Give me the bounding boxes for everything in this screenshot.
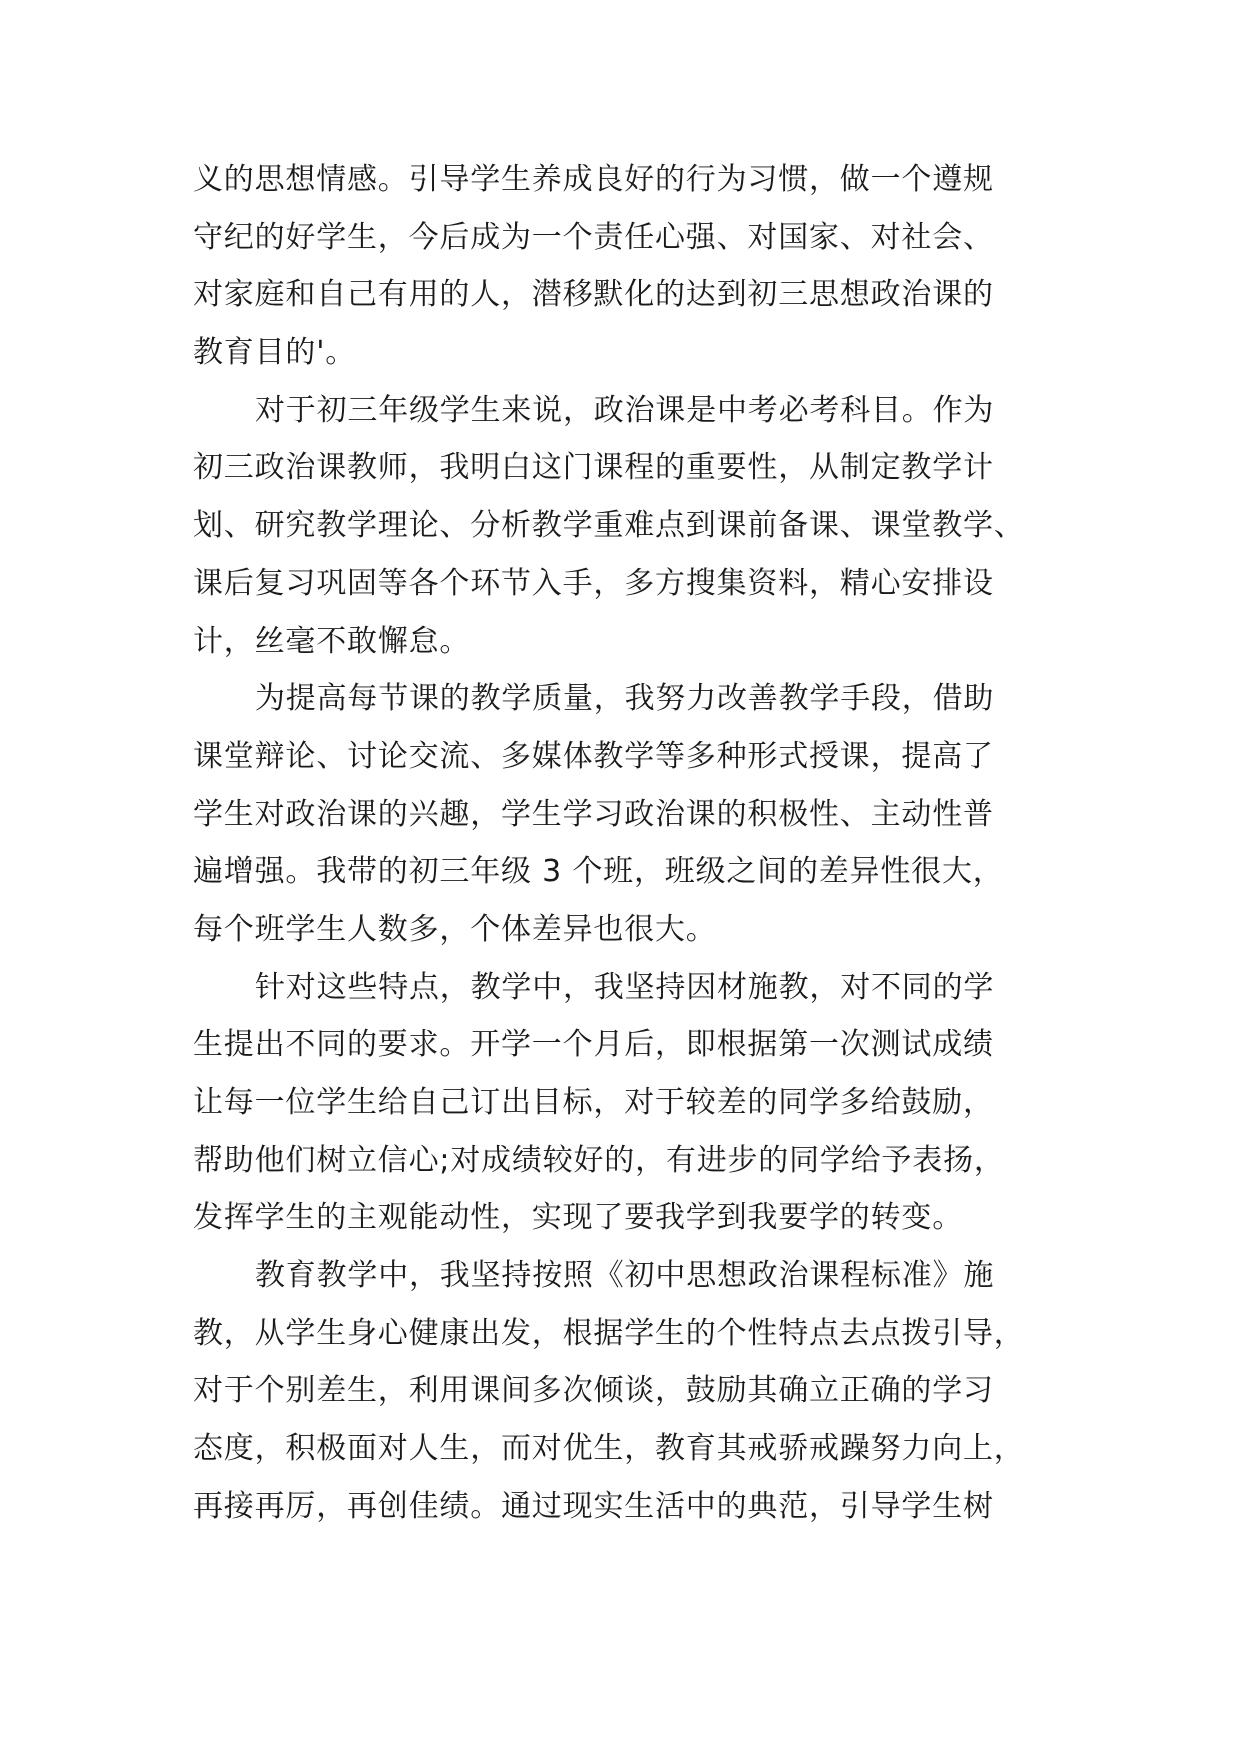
paragraph-first-line: 针对这些特点，教学中，我坚持因材施教，对不同的学 [255, 969, 995, 1005]
body-text [193, 151, 1073, 1536]
paragraph-first-line: 教育教学中，我坚持按照《初中思想政治课程标准》施 [255, 1258, 995, 1294]
text-line: 划、研究教学理论、分析教学重难点到课前备课、课堂教学、 [193, 508, 1025, 544]
text-line: 教育目的'。 [193, 335, 357, 371]
text-line: 教，从学生身心健康出发，根据学生的个性特点去点拨引导， [193, 1315, 1025, 1351]
text-line: 守纪的好学生，今后成为一个责任心强、对国家、对社会、 [193, 219, 994, 255]
text-line: 义的思想情感。引导学生养成良好的行为习惯，做一个遵规 [193, 162, 994, 197]
text-line: 学生对政治课的兴趣，学生学习政治课的积极性、主动性普 [193, 796, 994, 832]
text-line: 课堂辩论、讨论交流、多媒体教学等多种形式授课，提高了 [193, 738, 994, 774]
text-line: 计，丝毫不敢懈怠。 [193, 623, 471, 659]
paragraph-first-line: 为提高每节课的教学质量，我努力改善教学手段，借助 [255, 681, 995, 717]
text-line: 帮助他们树立信心;对成绩较好的，有进步的同学给予表扬， [193, 1142, 1005, 1178]
text-line: 再接再厉，再创佳绩。通过现实生活中的典范，引导学生树 [193, 1488, 994, 1524]
text-line: 对家庭和自己有用的人，潜移默化的达到初三思想政治课的 [193, 277, 994, 313]
text-line: 生提出不同的要求。开学一个月后，即根据第一次测试成绩 [193, 1027, 994, 1063]
text-line: 初三政治课教师，我明白这门课程的重要性，从制定教学计 [193, 450, 994, 486]
text-line: 课后复习巩固等各个环节入手，多方搜集资料，精心安排设 [193, 565, 994, 601]
text-line: 遍增强。我带的初三年级 3 个班，班级之间的差异性很大， [193, 854, 1004, 890]
text-line: 发挥学生的主观能动性，实现了要我学到我要学的转变。 [193, 1200, 963, 1236]
text-line: 态度，积极面对人生，而对优生，教育其戒骄戒躁努力向上， [193, 1431, 1025, 1467]
text-line: 让每一位学生给自己订出目标，对于较差的同学多给鼓励， [193, 1085, 994, 1120]
text-line: 每个班学生人数多，个体差异也很大。 [193, 911, 717, 947]
text-line: 对于个别差生，利用课间多次倾谈，鼓励其确立正确的学习 [193, 1373, 994, 1409]
paragraph-first-line: 对于初三年级学生来说，政治课是中考必考科目。作为 [255, 392, 995, 428]
